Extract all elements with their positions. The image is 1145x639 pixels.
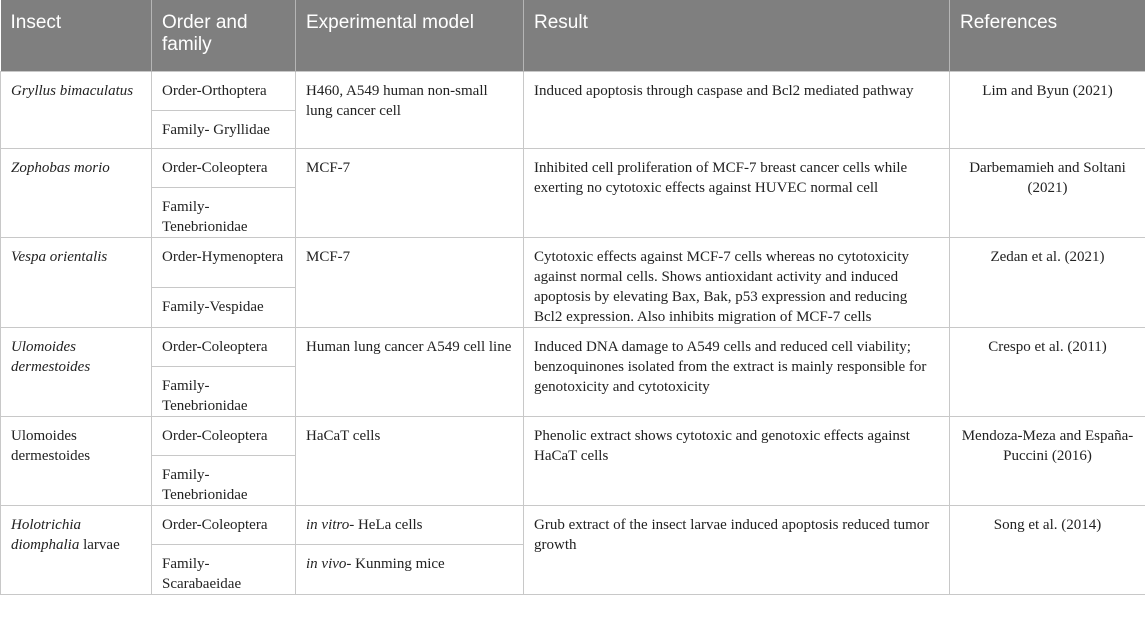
header-references: References [950, 0, 1145, 71]
header-insect: Insect [1, 0, 152, 71]
family-cell: Family-Scarabaeidae [152, 544, 296, 594]
insect-cell: Ulomoides dermestoides [1, 327, 152, 416]
model-qualifier: in vitro [306, 516, 350, 533]
table-row [1, 237, 1145, 288]
reference-cell: Song et al. (2014) [950, 505, 1145, 594]
order-cell: Order-Orthoptera [152, 71, 296, 110]
family-cell: Family-Tenebrionidae [152, 455, 296, 505]
model-text: - HeLa cells [349, 516, 423, 533]
insect-name-italic: Holotrichia diomphalia [11, 516, 81, 553]
reference-cell: Mendoza-Meza and España-Puccini (2016) [950, 416, 1145, 505]
family-cell: Family-Vespidae [152, 288, 296, 327]
insect-cell: Ulomoides dermestoides [1, 416, 152, 505]
model-cell: MCF-7 [296, 237, 524, 327]
model-cell: MCF-7 [296, 148, 524, 237]
insect-cell [1, 505, 152, 594]
model-qualifier: in vivo [306, 555, 347, 572]
result-cell: Induced apoptosis through caspase and Bcl2 mediated pathway [524, 71, 950, 148]
order-cell: Order-Coleoptera [152, 416, 296, 455]
header-experimental-model: Experimental model [296, 0, 524, 71]
reference-cell: Zedan et al. (2021) [950, 237, 1145, 327]
insect-cell: Vespa orientalis [1, 237, 152, 327]
order-cell: Order-Coleoptera [152, 148, 296, 187]
model-cell-in-vivo [296, 544, 524, 594]
reference-cell: Crespo et al. (2011) [950, 327, 1145, 416]
result-cell: Phenolic extract shows cytotoxic and genotoxic effects against HaCaT cells [524, 416, 950, 505]
family-cell: Family-Tenebrionidae [152, 366, 296, 416]
header-order-family: Order and family [152, 0, 296, 71]
order-cell: Order-Coleoptera [152, 505, 296, 544]
table-row [1, 327, 1145, 366]
reference-cell: Lim and Byun (2021) [950, 71, 1145, 148]
model-cell: HaCaT cells [296, 416, 524, 505]
insect-name-suffix: larvae [79, 536, 120, 553]
insect-cell: Zophobas morio [1, 148, 152, 237]
family-cell: Family-Tenebrionidae [152, 187, 296, 237]
reference-cell: Darbemamieh and Soltani (2021) [950, 148, 1145, 237]
model-cell: H460, A549 human non-small lung cancer cell [296, 71, 524, 148]
family-cell: Family- Gryllidae [152, 110, 296, 148]
table-row [1, 148, 1145, 187]
model-cell: Human lung cancer A549 cell line [296, 327, 524, 416]
result-cell: Cytotoxic effects against MCF-7 cells whereas no cytotoxicity against normal cells. Shows antioxidant activity and induced apoptosis by elevating Bax, Bak, p53 expression and reducing Bcl2 expression. Also inhibits migration of MCF-7 cells [524, 237, 950, 327]
result-cell: Induced DNA damage to A549 cells and reduced cell viability; benzoquinones isolated from the extract is mainly responsible for genotoxicity and cytotoxicity [524, 327, 950, 416]
header-result: Result [524, 0, 950, 71]
model-cell-in-vitro [296, 505, 524, 544]
table-row [1, 416, 1145, 455]
table-row [1, 71, 1145, 110]
table-row [1, 505, 1145, 544]
result-cell: Grub extract of the insect larvae induced apoptosis reduced tumor growth [524, 505, 950, 594]
order-cell: Order-Hymenoptera [152, 237, 296, 288]
result-cell: Inhibited cell proliferation of MCF-7 breast cancer cells while exerting no cytotoxic effects against HUVEC normal cell [524, 148, 950, 237]
insect-cell: Gryllus bimaculatus [1, 71, 152, 148]
model-text: - Kunming mice [346, 555, 445, 572]
table-header-row [1, 0, 1145, 71]
order-cell: Order-Coleoptera [152, 327, 296, 366]
